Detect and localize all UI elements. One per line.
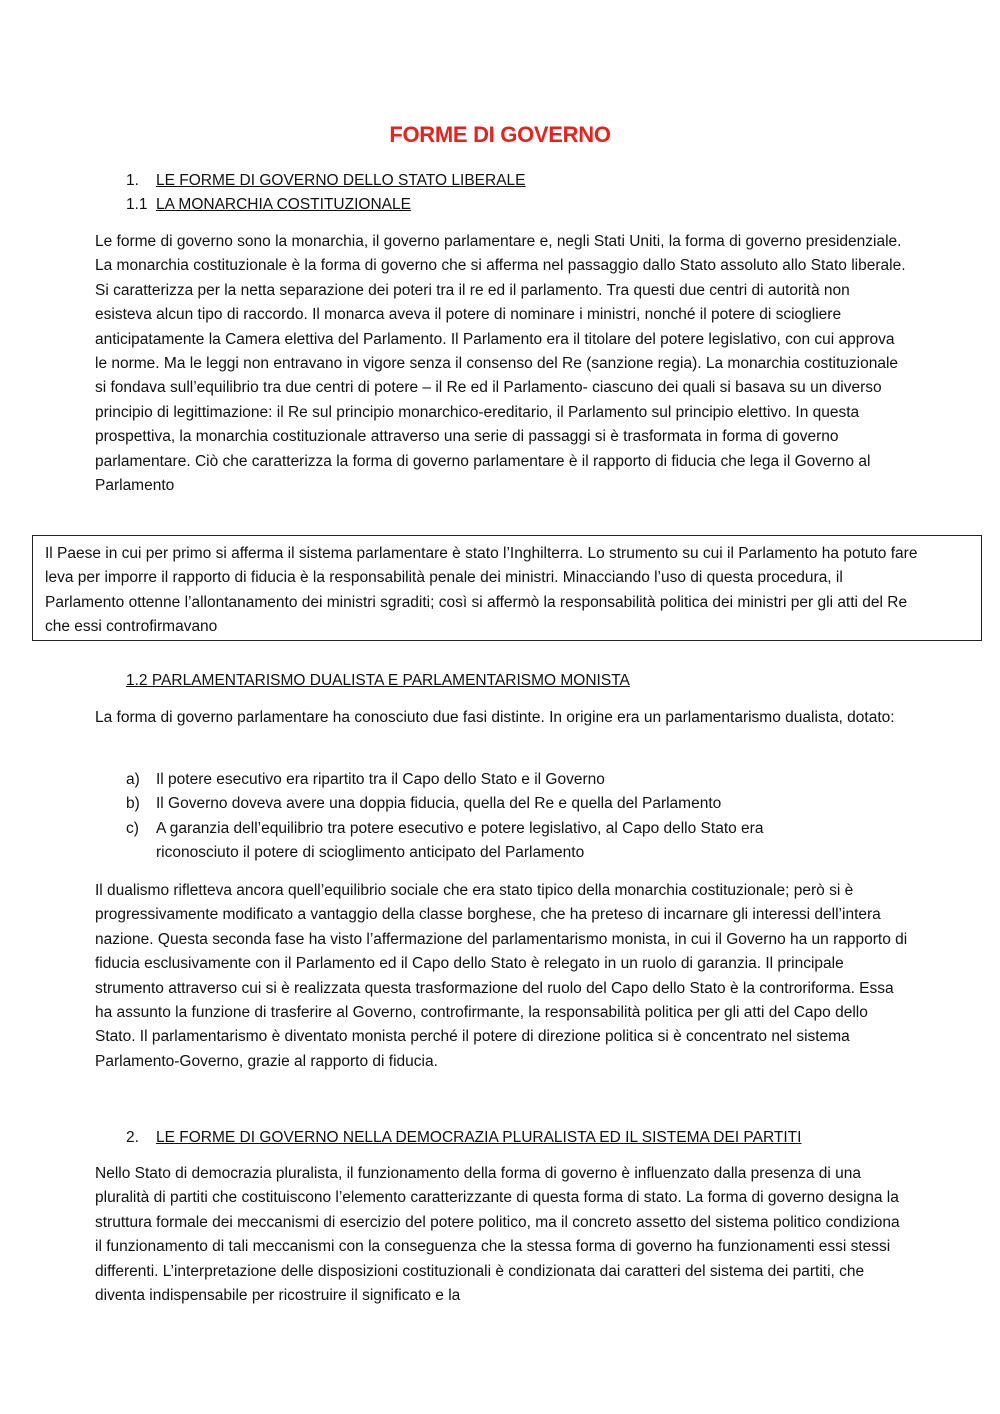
paragraph-dualismo: Il dualismo rifletteva ancora quell’equilibrio sociale che era stato tipico della monarchia costituzionale; però si è progressivamente modificato a vantaggio della classe borghese, che ha preteso di incarnare gli interessi dell’intera nazione. Questa seconda fase ha visto l’affermazione del parlamentarismo monista, in cui il Governo ha un rapporto di fiducia esclusivamente con il Parlamento ed il Capo dello Stato è relegato in un ruolo di garanzia. Il principale strumento attraverso cui si è realizzata questa trasformazione del ruolo del Capo dello Stato è la controriforma. Essa ha assunto la funzione di trasferire al Governo, controfirmante, la responsabilità politica per gli atti del Capo dello Stato. Il parlamentarismo è diventato monista perché il potere di direzione politica si è concentrato nel sistema Parlamento-Governo, grazie al rapporto di fiducia.: [95, 882, 908, 1070]
list-item: [126, 817, 846, 866]
section-1-1-heading: [126, 195, 411, 215]
list-item: [126, 792, 846, 816]
section-2-heading: [126, 1128, 801, 1148]
boxed-note-text: Il Paese in cui per primo si afferma il sistema parlamentare è stato l’Inghilterra. Lo strumento su cui il Parlamento ha potuto fare leva per imporre il rapporto di fiducia è la responsabilità penale dei ministri. Minacciando l’uso di questa procedura, il Parlamento ottenne l’allontanamento dei ministri sgraditi; così si affermò la responsabilità politica dei ministri per gli atti del Re che essi controfirmavano: [45, 545, 918, 636]
section-number: 1.2: [126, 672, 148, 689]
document-title: FORME DI GOVERNO: [389, 122, 611, 147]
section-title: LE FORME DI GOVERNO DELLO STATO LIBERALE: [156, 172, 526, 189]
paragraph-democrazia: Nello Stato di democrazia pluralista, il funzionamento della forma di governo è influenzato dalla presenza di una pluralità di partiti che costituiscono l’elemento caratterizzante di questa forma di stato. La forma di governo designa la struttura formale dei meccanismi di esercizio del potere politico, ma il concreto assetto del sistema politico condiziona il funzionamento di tali meccanismi con la conseguenza che la stessa forma di governo ha funzionamenti essi stessi differenti. L’interpretazione delle disposizioni costituzionali è condizionata dai caratteri del sistema dei partiti, che diventa indispensabile per ricostruire il significato e la: [95, 1165, 900, 1305]
feature-list: [126, 768, 846, 866]
section-number: 2.: [126, 1129, 139, 1146]
list-marker: b): [126, 795, 140, 813]
list-marker: a): [126, 771, 140, 788]
section-1-heading: [126, 171, 526, 191]
list-item-text: Il potere esecutivo era ripartito tra il Capo dello Stato e il Governo: [156, 771, 605, 788]
section-title: LA MONARCHIA COSTITUZIONALE: [156, 196, 411, 213]
list-item: [126, 768, 846, 792]
list-item-text: A garanzia dell’equilibrio tra potere esecutivo e potere legislativo, al Capo dello Stato era riconosciuto il potere di scioglimento anticipato del Parlamento: [156, 819, 764, 862]
section-title: LE FORME DI GOVERNO NELLA DEMOCRAZIA PLURALISTA ED IL SISTEMA DEI PARTITI: [156, 1129, 802, 1146]
section-1-2-heading: [126, 671, 630, 691]
section-number: 1.: [126, 172, 139, 189]
list-item-text: Il Governo doveva avere una doppia fiducia, quella del Re e quella del Parlamento: [156, 795, 722, 813]
section-number: 1.1: [126, 196, 148, 213]
boxed-note: [32, 535, 982, 641]
paragraph-monarchia: Le forme di governo sono la monarchia, il governo parlamentare e, negli Stati Uniti, la forma di governo presidenziale. La monarchia costituzionale è la forma di governo che si afferma nel passaggio dallo Stato assoluto allo Stato liberale. Si caratterizza per la netta separazione dei poteri tra il re ed il parlamento. Tra questi due centri di autorità non esisteva alcun tipo di raccordo. Il monarca aveva il potere di nominare i ministri, nonché il potere di sciogliere anticipatamente la Camera elettiva del Parlamento. Il Parlamento era il titolare del potere legislativo, con cui approva le norme. Ma le leggi non entravano in vigore senza il consenso del Re (sanzione regia). La monarchia costituzionale si fondava sull’equilibrio tra due centri di potere – il Re ed il Parlamento- ciascuno dei quali si basava su un diverso principio di legittimazione: il Re sul principio monarchico-ereditario, il Parlamento sul principio elettivo. In questa prospettiva, la monarchia costituzionale attraverso una serie di passaggi si è trasformata in forma di governo parlamentare. Ciò che caratterizza la forma di governo parlamentare è il rapporto di fiducia che lega il Governo al Parlamento: [95, 233, 906, 495]
section-title: PARLAMENTARISMO DUALISTA E PARLAMENTARISMO MONISTA: [147, 672, 630, 689]
paragraph-parlamentarismo: La forma di governo parlamentare ha conosciuto due fasi distinte. In origine era un parlamentarismo dualista, dotato:: [95, 709, 895, 726]
list-marker: c): [126, 819, 139, 837]
